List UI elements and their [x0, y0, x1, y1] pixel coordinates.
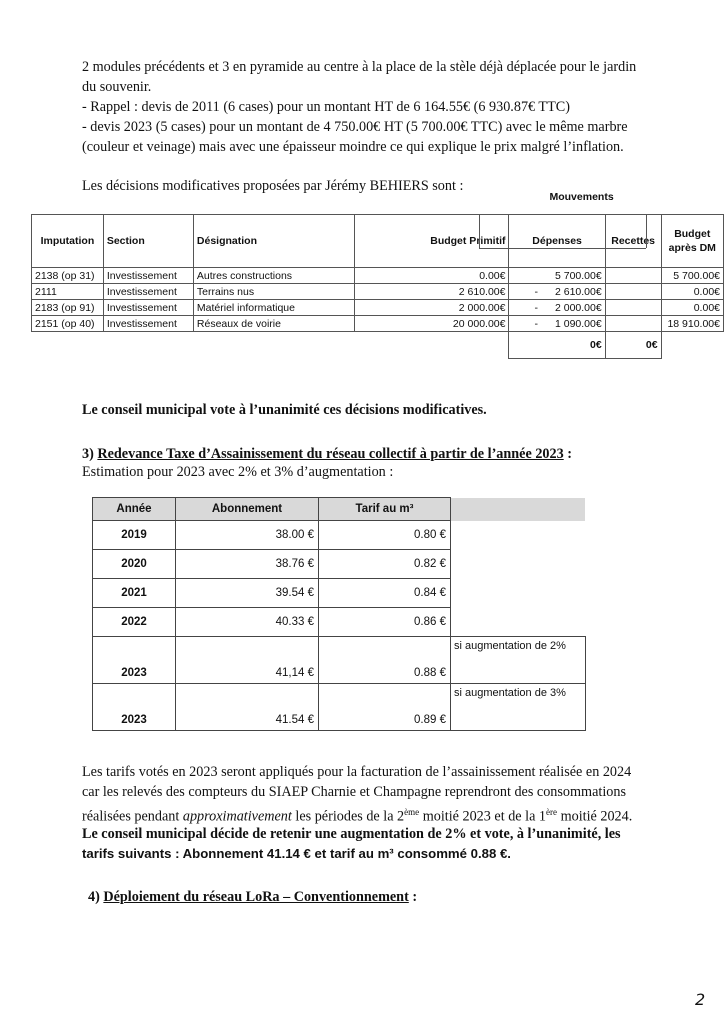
cell-imputation: 2151 (op 40)	[32, 316, 104, 332]
cell-apres: 5 700.00€	[661, 268, 723, 284]
table-row	[93, 550, 586, 579]
cell-abonnement: 38.00 €	[176, 521, 319, 550]
header-budget-apres-dm: Budget après DM	[661, 215, 723, 268]
cell-depenses	[509, 284, 605, 300]
cell-recettes	[605, 300, 661, 316]
total-recettes: 0€	[605, 332, 661, 359]
table-row	[32, 284, 724, 300]
group-header-left-border	[479, 214, 480, 248]
group-header-mouvements: Mouvements	[549, 191, 614, 203]
cell-depenses	[509, 268, 605, 284]
tarif-table	[92, 497, 586, 731]
tarifs-paragraph	[82, 762, 707, 827]
cell-annee: 2023	[93, 684, 176, 731]
cell-primitif: 0.00€	[355, 268, 509, 284]
table-row	[93, 637, 586, 684]
text-run: les périodes de la 2	[291, 808, 405, 825]
intro-line: du souvenir.	[82, 79, 152, 95]
cell-sign: -	[534, 285, 538, 298]
cell-section: Investissement	[103, 284, 193, 300]
header-depenses	[509, 191, 614, 268]
superscript: ère	[546, 807, 558, 817]
text-run: moitié 2023 et de la 1	[419, 808, 547, 825]
text-run: moitié 2024.	[557, 808, 633, 825]
intro-line: - devis 2023 (5 cases) pour un montant de 4 750.00€ HT (5 700.00€ TTC) avec le même marbre	[82, 119, 628, 135]
cell-designation: Matériel informatique	[193, 300, 354, 316]
cell-sign: -	[534, 301, 538, 314]
cell-annee: 2023	[93, 637, 176, 684]
section-3-heading	[82, 444, 572, 464]
intro-paragraph	[82, 57, 702, 157]
header-designation: Désignation	[193, 215, 354, 268]
decisions-intro: Les décisions modificatives proposées par Jérémy BEHIERS sont :	[82, 178, 464, 194]
cell-primitif: 2 610.00€	[355, 284, 509, 300]
header-abonnement: Abonnement	[176, 498, 319, 521]
cell-recettes	[605, 268, 661, 284]
italic-text: approximativement	[182, 808, 292, 825]
group-header-right-border	[646, 214, 647, 248]
vote-line: Le conseil municipal décide de retenir une augmentation de 2% et vote, à l’unanimité, les	[82, 826, 621, 842]
section-title: Redevance Taxe d’Assainissement du réseau collectif à partir de l’année 2023	[97, 446, 564, 462]
cell-designation: Terrains nus	[193, 284, 354, 300]
intro-line: (couleur et veinage) mais avec une épaisseur moindre ce qui explique le prix malgré l’inflation.	[82, 139, 624, 155]
table-row	[32, 268, 724, 284]
cell-abonnement: 39.54 €	[176, 579, 319, 608]
cell-imputation: 2111	[32, 284, 104, 300]
cell-designation: Autres constructions	[193, 268, 354, 284]
cell-sign: -	[534, 317, 538, 330]
header-annee: Année	[93, 498, 176, 521]
cell-depenses-value: 5 700.00€	[554, 269, 602, 282]
cell-tarif: 0.86 €	[319, 608, 451, 637]
cell-imputation: 2138 (op 31)	[32, 268, 104, 284]
vote-line: tarifs suivants : Abonnement 41.14 € et tarif au m³ consommé 0.88 €.	[82, 846, 511, 861]
cell-annee: 2020	[93, 550, 176, 579]
cell-abonnement: 41.54 €	[176, 684, 319, 731]
cell-section: Investissement	[103, 316, 193, 332]
cell-designation: Réseaux de voirie	[193, 316, 354, 332]
cell-annee: 2021	[93, 579, 176, 608]
total-depenses: 0€	[509, 332, 605, 359]
vote-tarifs	[82, 824, 712, 864]
cell-abonnement: 38.76 €	[176, 550, 319, 579]
paragraph-line: car les relevés des compteurs du SIAEP Charnie et Champagne reprendront des consommations	[82, 784, 626, 800]
section-3-subtitle: Estimation pour 2023 avec 2% et 3% d’augmentation :	[82, 464, 394, 480]
header-budget-primitif: Budget Primitif	[355, 215, 509, 268]
cell-depenses-value: 2 000.00€	[554, 301, 602, 314]
section-number: 3)	[82, 446, 94, 462]
cell-section: Investissement	[103, 268, 193, 284]
table-row	[93, 684, 586, 731]
header-recettes: Recettes	[605, 215, 661, 268]
section-4-heading	[88, 887, 417, 907]
paragraph-line: Les tarifs votés en 2023 seront appliqués pour la facturation de l’assainissement réalisée en 2024	[82, 764, 632, 780]
cell-annee: 2022	[93, 608, 176, 637]
intro-line: 2 modules précédents et 3 en pyramide au centre à la place de la stèle déjà déplacée pour le jardin	[82, 59, 637, 75]
cell-apres: 0.00€	[661, 284, 723, 300]
cell-apres: 0.00€	[661, 300, 723, 316]
cell-depenses	[509, 300, 605, 316]
section-title: Déploiement du réseau LoRa – Conventionnement	[103, 889, 409, 905]
cell-apres: 18 910.00€	[661, 316, 723, 332]
cell-abonnement: 41,14 €	[176, 637, 319, 684]
intro-line: - Rappel : devis de 2011 (6 cases) pour un montant HT de 6 164.55€ (6 930.87€ TTC)	[82, 99, 570, 115]
cell-tarif: 0.84 €	[319, 579, 451, 608]
section-colon: :	[408, 889, 418, 905]
page-number: 2	[695, 990, 706, 1009]
cell-recettes	[605, 316, 661, 332]
totals-row	[32, 332, 724, 359]
cell-section: Investissement	[103, 300, 193, 316]
table-row	[32, 316, 724, 332]
header-tarif: Tarif au m³	[319, 498, 451, 521]
text-run: réalisées pendant	[82, 808, 183, 825]
cell-primitif: 20 000.00€	[355, 316, 509, 332]
cell-depenses-value: 2 610.00€	[554, 285, 602, 298]
cell-note: si augmentation de 3%	[451, 684, 586, 731]
superscript: ème	[404, 807, 420, 817]
cell-primitif: 2 000.00€	[355, 300, 509, 316]
section-number: 4)	[88, 889, 100, 905]
cell-tarif: 0.82 €	[319, 550, 451, 579]
cell-imputation: 2183 (op 91)	[32, 300, 104, 316]
header-depenses-label: Dépenses	[532, 235, 582, 247]
cell-tarif: 0.89 €	[319, 684, 451, 731]
cell-depenses-value: 1 090.00€	[554, 317, 602, 330]
cell-tarif: 0.80 €	[319, 521, 451, 550]
cell-recettes	[605, 284, 661, 300]
vote-decisions: Le conseil municipal vote à l’unanimité ces décisions modificatives.	[82, 402, 487, 418]
cell-depenses	[509, 316, 605, 332]
table-row	[32, 300, 724, 316]
table-header-row	[93, 498, 586, 521]
cell-tarif: 0.88 €	[319, 637, 451, 684]
table-row	[93, 521, 586, 550]
group-header-top-border	[479, 214, 646, 215]
cell-annee: 2019	[93, 521, 176, 550]
header-section: Section	[103, 215, 193, 268]
group-header-bottom-border	[479, 248, 646, 249]
section-colon: :	[563, 446, 572, 462]
header-imputation: Imputation	[32, 215, 104, 268]
cell-abonnement: 40.33 €	[176, 608, 319, 637]
table-row	[93, 579, 586, 608]
budget-table	[31, 191, 724, 359]
table-row	[93, 608, 586, 637]
cell-note: si augmentation de 2%	[451, 637, 586, 684]
